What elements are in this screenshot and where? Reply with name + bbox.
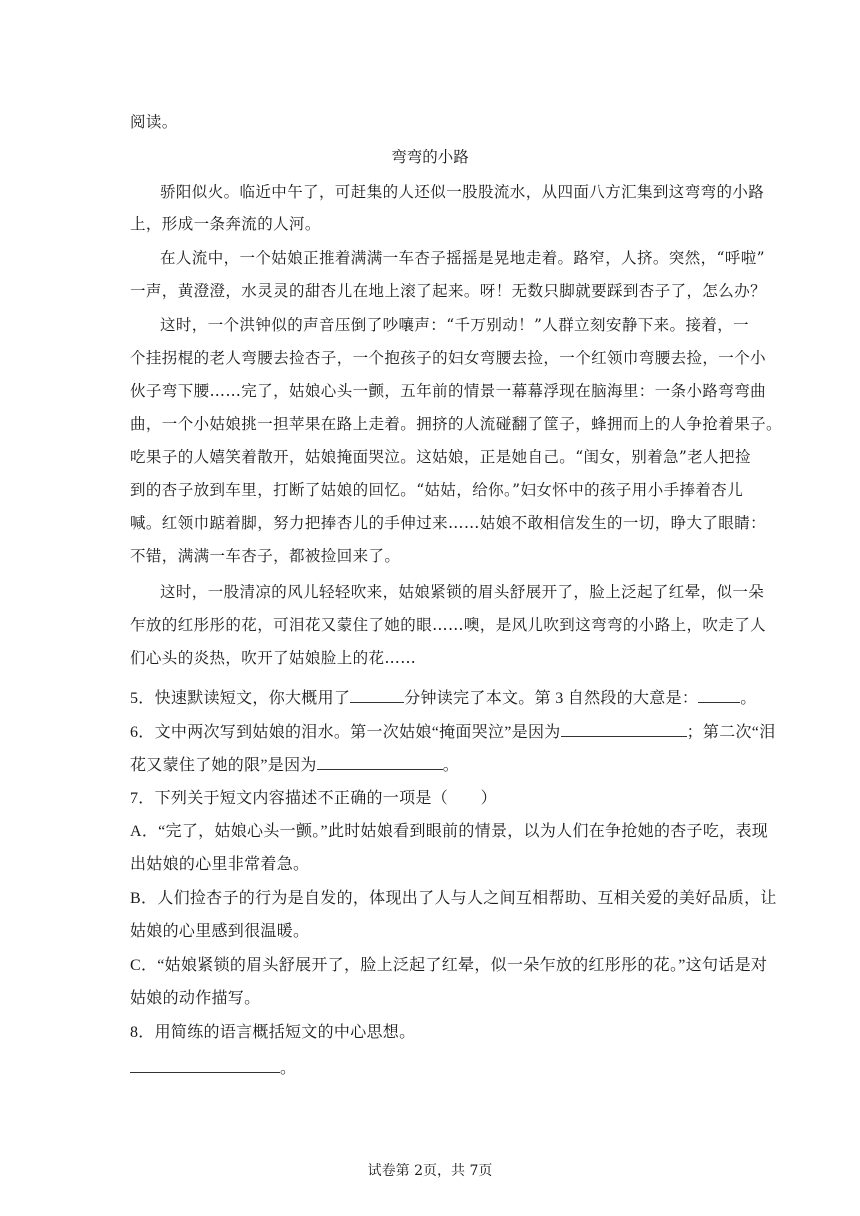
paragraph-line: 一声，黄澄澄，水灵灵的甜杏儿在地上滚了起来。呀！无数只脚就要踩到杏子了，怎么办？ [130, 282, 767, 300]
paragraph-line: 不错，满满一车杏子，都被捡回来了。 [130, 547, 401, 565]
question-6-end: 。 [442, 757, 460, 774]
question-8-answer-line [130, 1058, 296, 1079]
paragraph-line: 们心头的炎热，吹开了姑娘脸上的花…… [130, 649, 417, 667]
article-title: 弯弯的小路 [391, 148, 469, 166]
option-c-line1[interactable]: C．“姑娘紧锁的眉头舒展开了，脸上泛起了红晕，似一朵乍放的红彤彤的花。”这句话是对 [130, 957, 768, 974]
answer-blank-minutes[interactable] [350, 688, 404, 703]
paragraph-line: 上，形成一条奔流的人河。 [130, 215, 321, 233]
reading-instruction: 阅读。 [130, 113, 178, 131]
paragraph-line: 这时，一个洪钟似的声音压倒了吵嚷声：“千万别动！”人群立刻安静下来。接着，一 [160, 316, 750, 334]
option-c-line2: 姑娘的动作描写。 [130, 990, 261, 1007]
question-6-line2 [130, 755, 459, 776]
answer-blank-first-tears[interactable] [561, 722, 687, 737]
answer-blank-central-idea[interactable] [130, 1058, 280, 1073]
question-5 [130, 688, 757, 709]
question-6-line1 [130, 722, 776, 743]
paragraph-line: 曲，一个小姑娘挑一担苹果在路上走着。拥挤的人流碰翻了筐子，蜂拥而上的人争抢着果子。 [130, 415, 782, 433]
paragraph-line: 乍放的红彤彤的花，可泪花又蒙住了她的眼……噢，是风儿吹到这弯弯的小路上，吹走了人 [130, 616, 767, 634]
paragraph-line: 到的杏子放到车里，打断了姑娘的回忆。“姑姑，给你。”妇女怀中的孩子用小手捧着杏儿 [130, 481, 744, 499]
question-8-end: 。 [280, 1060, 297, 1077]
paragraph-line: 这时，一股清凉的风儿轻轻吹来，姑娘紧锁的眉头舒展开了，脸上泛起了红晕，似一朵 [160, 583, 765, 601]
question-6-part3: 花又蒙住了她的限”是因为 [130, 757, 317, 774]
option-b-line2: 姑娘的心里感到很温暖。 [130, 923, 310, 940]
question-5-part2: 分钟读完了本文。第 3 自然段的大意是： [404, 690, 699, 707]
answer-blank-main-idea[interactable] [698, 688, 740, 703]
question-5-end: 。 [740, 690, 757, 707]
paragraph-line: 吃果子的人嬉笑着散开，姑娘掩面哭泣。这姑娘，正是她自己。“闺女，别着急”老人把捡 [130, 448, 751, 466]
option-a-line1[interactable]: A．“完了，姑娘心头一颤。”此时姑娘看到眼前的情景，以为人们在争抢她的杏子吃，表现 [130, 823, 769, 840]
question-8-stem: 8．用简练的语言概括短文的中心思想。 [130, 1024, 416, 1041]
question-7-stem: 7．下列关于短文内容描述不正确的一项是（ ） [130, 790, 497, 807]
answer-blank-second-tears[interactable] [317, 755, 443, 770]
paragraph-line: 伙子弯下腰……完了，姑娘心头一颤，五年前的情景一幕幕浮现在脑海里：一条小路弯弯曲 [130, 382, 767, 400]
paragraph-line: 在人流中，一个姑娘正推着满满一车杏子摇摇是晃地走着。路窄，人挤。突然，“呼啦” [160, 249, 765, 267]
option-a-line2: 出姑娘的心里非常着急。 [130, 856, 310, 873]
paragraph-line: 骄阳似火。临近中午了，可赶集的人还似一股股流水，从四面八方汇集到这弯弯的小路 [160, 183, 765, 201]
option-b-line1[interactable]: B．人们捡杏子的行为是自发的，体现出了人与人之间互相帮助、互相关爱的美好品质，让 [130, 890, 777, 907]
page-footer: 试卷第 2页，共 7页 [367, 1163, 493, 1179]
question-6-part1: 6．文中两次写到姑娘的泪水。第一次姑娘“掩面哭泣”是因为 [130, 724, 561, 741]
question-5-part1: 5．快速默读短文，你大概用了 [130, 690, 351, 707]
question-6-part2: ；第二次“泪 [686, 724, 776, 741]
paragraph-line: 喊。红领巾踮着脚，努力把捧杏儿的手伸过来……姑娘不敢相信发生的一切，睁大了眼睛： [130, 514, 767, 532]
paragraph-line: 个挂拐棍的老人弯腰去捡杏子，一个抱孩子的妇女弯腰去捡，一个红领巾弯腰去捡，一个小 [130, 349, 767, 367]
